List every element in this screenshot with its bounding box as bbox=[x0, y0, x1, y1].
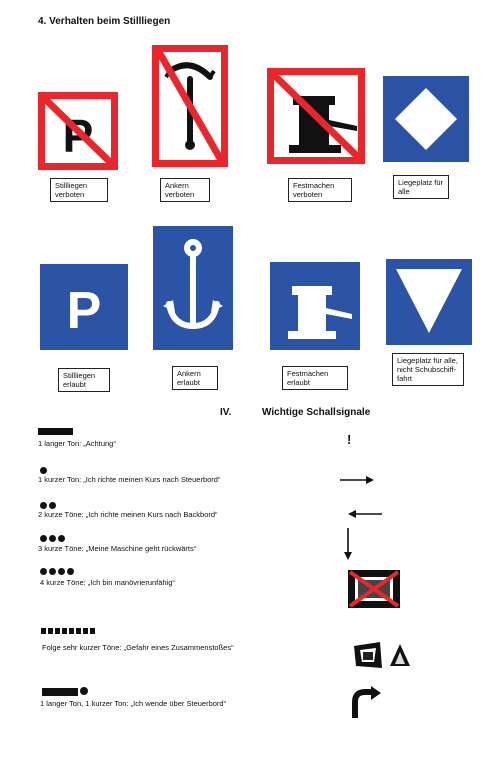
sign-caption: Ankern verboten bbox=[160, 178, 210, 202]
sign-liegeplatz-nicht-schubschiffahrt bbox=[386, 259, 472, 345]
arrow-down-icon bbox=[342, 528, 354, 560]
short-tone-dot bbox=[40, 568, 47, 575]
very-short-tone bbox=[55, 628, 60, 634]
sign-caption: Liegeplatz für alle bbox=[393, 175, 449, 199]
sign-caption: Festmachen verboten bbox=[288, 178, 352, 202]
section-title: 4. Verhalten beim Stillliegen bbox=[38, 16, 171, 27]
sign-festmachen-verboten bbox=[267, 68, 365, 164]
sign-caption: Liegeplatz für alle, nicht Schubschiff-fahrt bbox=[392, 353, 464, 386]
short-tone-dot bbox=[67, 568, 74, 575]
signal-text: 2 kurze Töne: „Ich richte meinen Kurs nach Backbord“ bbox=[38, 510, 218, 519]
arrow-left-icon bbox=[348, 509, 382, 519]
very-short-tone bbox=[62, 628, 67, 634]
signal-text: 1 langer Ton: „Achtung“ bbox=[38, 439, 116, 448]
very-short-tone bbox=[76, 628, 81, 634]
short-tone-dot bbox=[40, 502, 47, 509]
short-tone-dot bbox=[58, 535, 65, 542]
sign-stillliegen-verboten bbox=[38, 92, 118, 170]
svg-text:P: P bbox=[62, 110, 94, 162]
attention-symbol: ! bbox=[347, 432, 352, 447]
very-short-tone bbox=[90, 628, 95, 634]
sign-stillliegen-erlaubt bbox=[40, 264, 128, 350]
short-tone-dot bbox=[49, 568, 56, 575]
short-tone-dot bbox=[49, 502, 56, 509]
sign-caption: Stillliegen erlaubt bbox=[58, 368, 110, 392]
signal-text: 4 kurze Töne: „Ich bin manövrierunfähig“ bbox=[40, 578, 175, 587]
sign-festmachen-erlaubt bbox=[270, 262, 360, 350]
short-tone-dot bbox=[49, 535, 56, 542]
sign-ankern-verboten bbox=[152, 45, 228, 167]
long-tone-bar bbox=[38, 428, 73, 435]
very-short-tone bbox=[83, 628, 88, 634]
svg-text:P: P bbox=[66, 282, 102, 340]
signal-text: 1 langer Ton, 1 kurzer Ton: „Ich wende über Steuerbord“ bbox=[40, 699, 227, 708]
signal-text: 1 kurzer Ton: „Ich richte meinen Kurs nach Steuerbord“ bbox=[38, 475, 221, 484]
long-tone-bar bbox=[42, 688, 78, 696]
short-tone-dot bbox=[80, 687, 88, 695]
very-short-tone bbox=[48, 628, 53, 634]
sign-ankern-erlaubt bbox=[153, 226, 233, 350]
arrow-right-icon bbox=[340, 475, 374, 485]
short-tone-dot bbox=[40, 535, 47, 542]
disabled-vessel-icon bbox=[348, 570, 400, 608]
sign-liegeplatz-fuer-alle bbox=[383, 76, 469, 162]
turn-right-arrow-icon bbox=[349, 686, 383, 718]
very-short-tone bbox=[69, 628, 74, 634]
short-tone-dot bbox=[58, 568, 65, 575]
short-tone-dot bbox=[40, 467, 47, 474]
section-title: Wichtige Schallsignale bbox=[262, 407, 371, 418]
section-number: IV. bbox=[220, 407, 232, 418]
sign-caption: Ankern erlaubt bbox=[172, 366, 218, 390]
signal-text: 3 kurze Töne: „Meine Maschine geht rückwärts“ bbox=[38, 544, 197, 553]
collision-danger-icon bbox=[352, 640, 416, 670]
sign-caption: Festmachen erlaubt bbox=[282, 366, 348, 390]
signal-text: Folge sehr kurzer Töne: „Gefahr eines Zusammenstoßes“ bbox=[42, 643, 234, 652]
sign-caption: Stillliegen verboten bbox=[50, 178, 108, 202]
very-short-tone bbox=[41, 628, 46, 634]
